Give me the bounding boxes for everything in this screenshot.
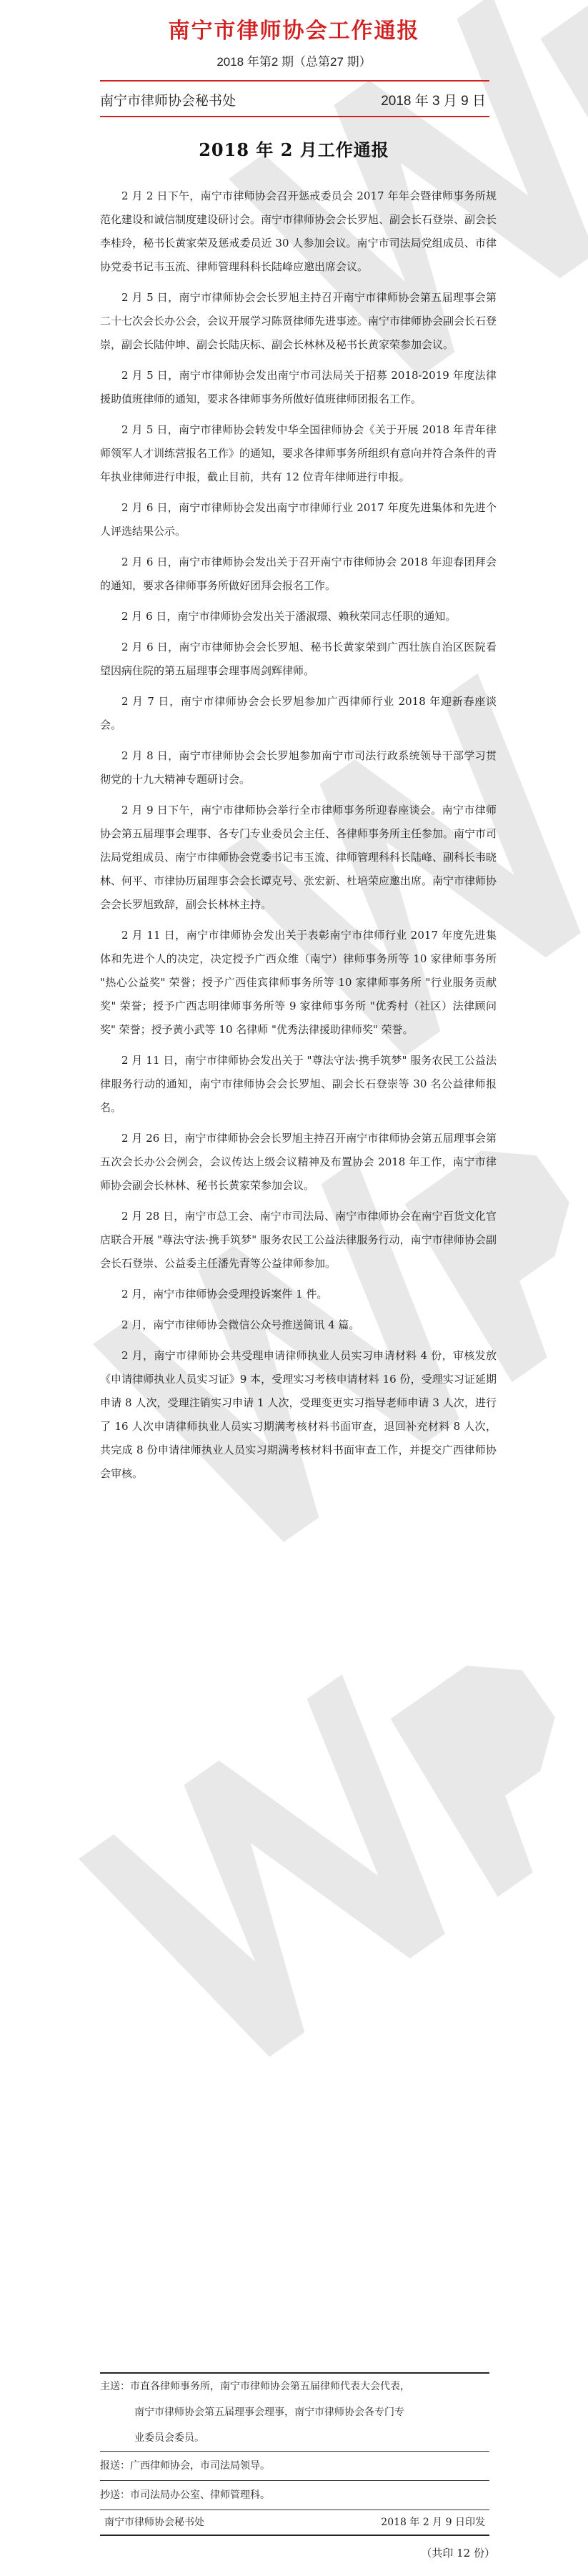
paragraph: 2 月 11 日，南宁市律师协会发出关于 "尊法守法·携手筑梦" 服务农民工公益法律服务行动的通知，南宁市律师协会会长罗旭、副会长石登崇等 30 名公益律师报名。 [100, 1054, 497, 1114]
document-body [100, 184, 497, 1493]
issuer-row [100, 90, 486, 109]
main-recipients-line: 南宁市律师协会第五届理事会理事，南宁市律师协会各专门专 [134, 2407, 404, 2418]
paragraph: 2 月 5 日，南宁市律师协会会长罗旭主持召开南宁市律师协会第五届理事会第二十七次会长办公会，会议开展学习陈贤律师先进事迹。南宁市律师协会副会长石登崇，副会长陆仲坤、副会长陆庆标、副会长林林及秘书长黄家荣参加会议。 [100, 291, 497, 351]
main-recipients-line: 业委员会委员。 [134, 2432, 204, 2444]
main-recipients [100, 2374, 489, 2399]
header-rule-bottom [100, 116, 489, 117]
print-info [100, 2510, 489, 2535]
paragraph: 2 月 9 日下午，南宁市律师协会举行全市律师事务所迎春座谈会。南宁市律师协会第五届理事会理事、各专门专业委员会主任、各律师事务所主任参加。南宁市司法局党组成员、南宁市律师协会党委书记韦玉流、律师管理科科长陆峰、副科长韦晓林、何平、市律协历届理事会会长谭克号、张宏新、杜培荣应邀出席。南宁市律师协会会长罗旭致辞，副会长林林主持。 [100, 804, 497, 911]
paragraph: 2 月，南宁市律师协会微信公众号推送简讯 4 篇。 [121, 1318, 360, 1331]
main-recipients-label: 主送： [100, 2381, 130, 2392]
paragraph: 2 月 5 日，南宁市律师协会转发中华全国律师协会《关于开展 2018 年青年律师领军人才训练营报名工作》的通知，要求各律师事务所组织有意向并符合条件的青年执业律师进行申报，截止目前，共有 12 位青年律师进行申报。 [100, 423, 497, 483]
paragraph: 2 月 6 日，南宁市律师协会发出关于潘淑璟、赖秋荣同志任职的通知。 [121, 610, 457, 623]
header-rule-top [100, 80, 489, 82]
footer-rule [100, 2535, 489, 2536]
document-title: 2018 年 2 月工作通报 [199, 139, 389, 160]
paragraph: 2 月 6 日，南宁市律师协会发出关于召开南宁市律师协会 2018 年迎春团拜会的通知，要求各律师事务所做好团拜会报名工作。 [100, 556, 497, 592]
paragraph: 2 月 7 日，南宁市律师协会会长罗旭参加广西律师行业 2018 年迎新春座谈会。 [100, 695, 497, 731]
report-recipients [100, 2452, 489, 2480]
footer-issuer: 南宁市律师协会秘书处 [104, 2517, 204, 2528]
issue-number: 2018 年第2 期（总第27 期） [216, 55, 372, 69]
main-recipients-line: 市直各律师事务所，南宁市律师协会第五届律师代表大会代表， [130, 2381, 410, 2392]
paragraph: 2 月，南宁市律师协会共受理申请律师执业人员实习申请材料 4 份，审核发放《申请律师执业人员实习证》9 本，受理实习考核申请材料 16 份，受理实习证延期申请 8 人次，受理注销实习申请 1 人次，受理变更实习指导老师申请 3 人次，进行了 16 人次申请律师执业人员实习期满考核材料书面审查，退回补充材料 8 人次，共完成 8 份申请律师执业人员实习期满考核材料书面审查工作，并提交广西律师协会审核。 [100, 1349, 497, 1480]
report-label: 报送： [100, 2460, 130, 2472]
paragraph: 2 月 26 日，南宁市律师协会会长罗旭主持召开南宁市律师协会第五届理事会第五次会长办公会例会，会议传达上级会议精神及布置协会 2018 年工作，南宁市律师协会副会长林林、秘书长黄家荣参加会议。 [100, 1132, 497, 1192]
paragraph: 2 月 6 日，南宁市律师协会会长罗旭、秘书长黄家荣到广西壮族自治区医院看望因病住院的第五届理事会理事周剑辉律师。 [100, 641, 497, 677]
copies-count: （共印 12 份） [421, 2547, 495, 2560]
paragraph: 2 月 6 日，南宁市律师协会发出南宁市律师行业 2017 年度先进集体和先进个人评选结果公示。 [100, 501, 497, 538]
header-title: 南宁市律师协会工作通报 [168, 19, 420, 44]
cc-label: 抄送： [100, 2489, 130, 2501]
cc-to: 市司法局办公室、律师管理科。 [130, 2489, 270, 2501]
paragraph: 2 月 11 日，南宁市律师协会发出关于表彰南宁市律师行业 2017 年度先进集体和先进个人的决定，决定授予广西众维（南宁）律师事务所等 10 家律师事务所 "热心公益奖" 荣誉；授予广西佳宾律师事务所等 10 家律师事务所 "行业服务贡献奖" 荣誉；授予广西志明律师事务所等 9 家律师事务所 "优秀村（社区）法律顾问奖" 荣誉；授予黄小武等 10 名律师 "优秀法律援助律师奖" 荣誉。 [100, 929, 497, 1036]
cc-recipients [100, 2481, 489, 2510]
issue-date: 2018 年 3 月 9 日 [381, 94, 486, 109]
distribution-footer [100, 2372, 489, 2536]
paragraph: 2 月 5 日，南宁市律师协会发出南宁市司法局关于招募 2018-2019 年度法律援助值班律师的通知，要求各律师事务所做好值班律师团报名工作。 [100, 369, 497, 405]
paragraph: 2 月 2 日下午，南宁市律师协会召开惩戒委员会 2017 年年会暨律师事务所规范化建设和诚信制度建设研讨会。南宁市律师协会会长罗旭、副会长石登崇、副会长李桂玲，秘书长黄家荣及惩戒委员近 30 人参加会议。南宁市司法局党组成员、市律协党委书记韦玉流、律师管理科科长陆峰应邀出席会议。 [100, 189, 497, 273]
report-to: 广西律师协会，市司法局领导。 [130, 2460, 270, 2472]
paragraph: 2 月 28 日，南宁市总工会、南宁市司法局、南宁市律师协会在南宁百货文化官店联合开展 "尊法守法·携手筑梦" 服务农民工公益法律服务行动，南宁市律师协会副会长石登崇、公益委主任潘先青等公益律师参加。 [100, 1210, 497, 1270]
issuer-name: 南宁市律师协会秘书处 [100, 94, 236, 109]
paragraph: 2 月，南宁市律师协会受理投诉案件 1 件。 [121, 1288, 328, 1301]
paragraph: 2 月 8 日，南宁市律师协会会长罗旭参加南宁市司法行政系统领导干部学习贯彻党的十九大精神专题研讨会。 [100, 749, 497, 786]
print-date: 2018 年 2 月 9 日印发 [381, 2517, 485, 2528]
